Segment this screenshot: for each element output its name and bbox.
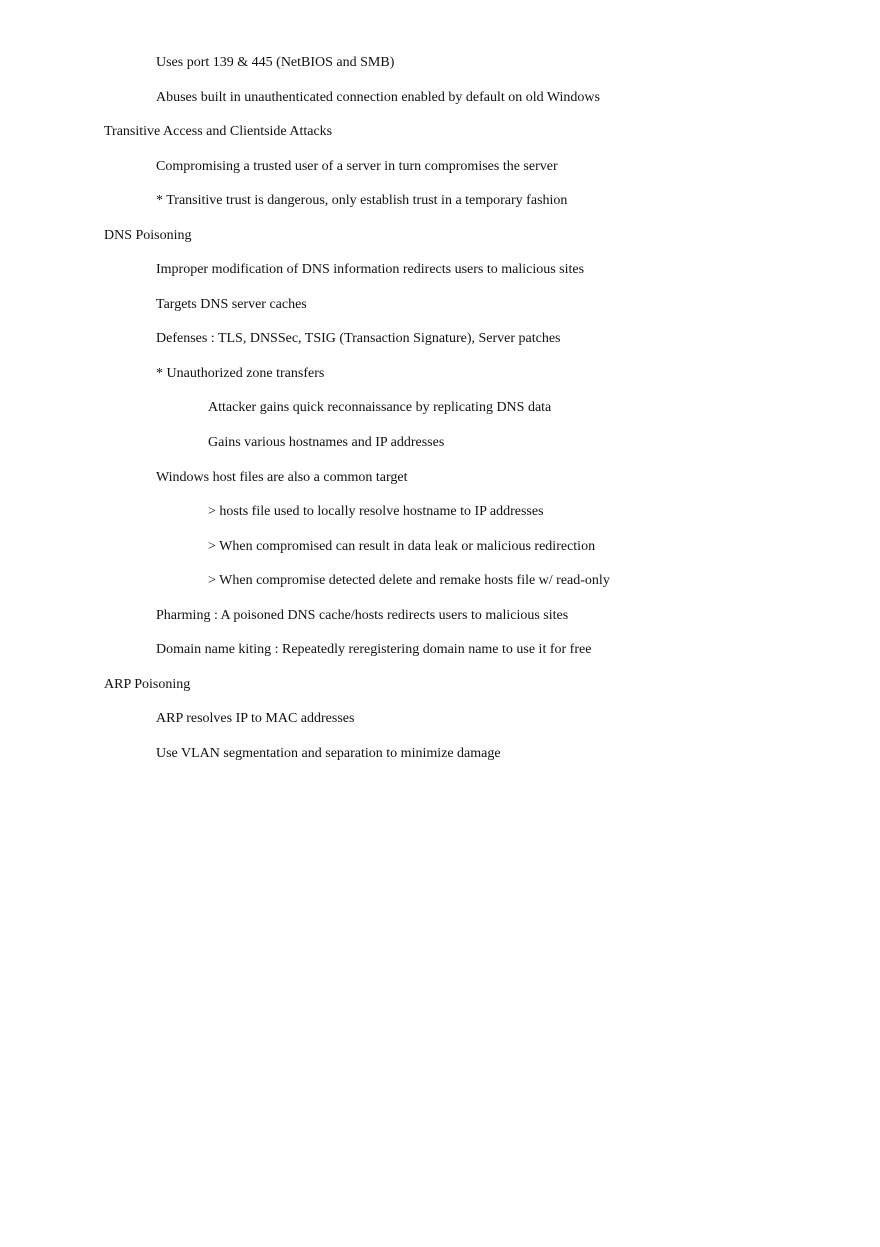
note-line-port-usage: Uses port 139 & 445 (NetBIOS and SMB) <box>156 55 395 70</box>
note-subline-hosts-remediation: > When compromise detected delete and remake hosts file w/ read-only <box>208 573 610 589</box>
note-line-dns-defenses: Defenses : TLS, DNSSec, TSIG (Transaction Signature), Server patches <box>156 331 561 347</box>
note-line-unauthenticated-connection: Abuses built in unauthenticated connection enabled by default on old Windows <box>156 89 600 105</box>
section-heading-arp-poisoning: ARP Poisoning <box>104 676 191 692</box>
note-line-arp-resolves: ARP resolves IP to MAC addresses <box>156 711 355 727</box>
note-line-dns-modification: Improper modification of DNS information redirects users to malicious sites <box>156 262 585 278</box>
note-line-zone-transfers: * Unauthorized zone transfers <box>156 365 325 381</box>
note-line-dns-caches: Targets DNS server caches <box>156 296 307 312</box>
note-line-trusted-user: Compromising a trusted user of a server in turn compromises the server <box>156 158 558 174</box>
section-heading-transitive-access: Transitive Access and Clientside Attacks <box>104 124 333 140</box>
note-line-vlan-segmentation: Use VLAN segmentation and separation to minimize damage <box>156 745 501 761</box>
note-line-windows-host-files: Windows host files are also a common target <box>156 469 408 485</box>
note-line-pharming: Pharming : A poisoned DNS cache/hosts redirects users to malicious sites <box>156 607 569 623</box>
note-subline-hosts-resolve: > hosts file used to locally resolve hostname to IP addresses <box>208 504 544 520</box>
note-subline-hostnames: Gains various hostnames and IP addresses <box>208 435 445 451</box>
note-subline-reconnaissance: Attacker gains quick reconnaissance by replicating DNS data <box>208 400 552 416</box>
section-heading-dns-poisoning: DNS Poisoning <box>104 227 192 243</box>
note-subline-hosts-compromised: > When compromised can result in data leak or malicious redirection <box>208 538 596 554</box>
note-line-transitive-trust: * Transitive trust is dangerous, only establish trust in a temporary fashion <box>156 193 568 209</box>
notes-outline <box>0 54 880 779</box>
note-line-domain-kiting: Domain name kiting : Repeatedly reregistering domain name to use it for free <box>156 642 592 658</box>
